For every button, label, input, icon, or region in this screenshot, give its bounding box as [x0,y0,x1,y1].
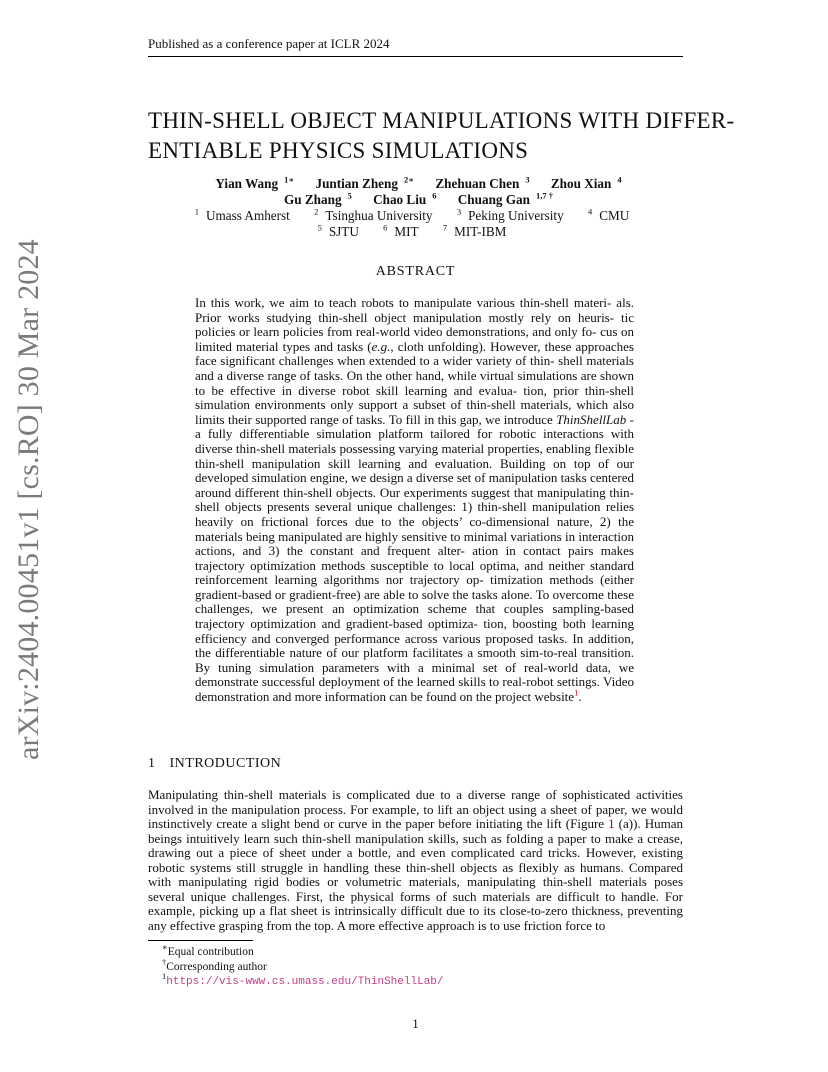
affil-mark: 6 [432,190,437,201]
footnote-mark: † [162,956,167,967]
author-name: Chao Liu [373,192,427,207]
affiliation-name: MIT-IBM [454,224,507,239]
author-name: Yian Wang [215,176,279,191]
affil-mark: 1∗ [284,174,295,185]
affil-mark: 4 [617,174,622,185]
section-title: INTRODUCTION [169,756,282,771]
affil-mark: 2∗ [403,174,415,185]
affil-mark: 4 [587,206,593,217]
author [209,176,294,191]
section-heading [148,756,683,772]
abstract-heading: ABSTRACT [375,264,456,279]
footnote-link[interactable]: 1 [574,687,579,698]
affiliation-row-1 [148,208,683,224]
affil-mark: 7 [442,222,448,233]
title-line-2: ENTIABLE PHYSICS SIMULATIONS [148,138,529,163]
abstract-text: In this work, we aim to teach robots to manipulate various thin-shell materi- als. Prior works studying thin-shell object manipulation mostly rely on heuris- tic policies or learn policies from real-world video demonstrations, and only fo- cus on limited material types and tasks ( [195,295,634,354]
footnote-mark: 1 [162,971,167,982]
footnote [162,971,683,990]
page-number: 1 [412,1016,419,1031]
intro-text: Manipulating thin-shell materials is complicated due to a diverse range of sophisticated activities involved in the manipulation process. For example, to lift an object using a sheet of paper, we would instinctively create a slight bend or curve in the paper before initiating the lift (Figure [148,787,683,832]
section-number: 1 [148,756,156,771]
affil-mark: 3 [456,206,462,217]
affiliation [457,208,571,223]
footnote [162,956,683,975]
abstract-body [195,296,634,705]
affiliation-name: SJTU [328,224,359,239]
author-row-2 [148,192,683,208]
affil-mark: 1 [194,206,199,217]
affiliation [588,208,636,223]
intro-body [148,788,683,933]
author-row-1 [148,176,683,192]
running-header: Published as a conference paper at ICLR 2024 [148,36,683,57]
affil-mark: 2 [314,206,319,217]
platform-name: ThinShellLab [556,411,627,427]
abstract-end: . [578,689,582,705]
affil-mark: 3 [525,174,530,185]
footnotes [148,940,683,990]
paper-title [148,106,735,166]
author [452,192,553,207]
footnote-rule [148,940,253,941]
author [309,176,414,191]
footnote [162,942,683,960]
author [367,192,436,207]
affil-mark: 6 [383,222,388,233]
author-name: Chuang Gan [457,192,530,207]
arxiv-identifier[interactable]: arXiv:2404.00451v1 [cs.RO] 30 Mar 2024 [12,239,45,760]
affiliation-name: MIT [394,224,419,239]
affil-mark: 5 [317,222,322,233]
affiliation [318,224,366,239]
affiliation [314,208,439,223]
affiliation [443,224,514,239]
author [278,192,352,207]
author-name: Zhehuan Chen [435,176,520,191]
affiliation-row-2 [148,224,683,240]
footnote-text: Equal contribution [167,946,254,958]
author-name: Zhou Xian [550,176,612,191]
footnote-mark: ∗ [162,942,168,953]
affiliation-name: CMU [599,208,630,223]
title-line-1: THIN-SHELL OBJECT MANIPULATIONS WITH DIFFER- [148,108,735,133]
abstract-text: - a fully differentiable simulation platform tailored for robotic interactions with diverse thin-shell materials possessing varying material properties, enabling flexible thin-shell manipulation skill learning and evaluation. Building on top of our developed simulation engine, we design a diverse set of manipulation tasks centered around different thin-shell objects. Our experiments suggest that manipulating thin-shell objects presents several unique challenges: 1) thin-shell manipulation relies heavily on frictional forces due to the objects’ co-dimensional nature, 2) the materials being manipulated are highly sensitive to minimal variations in interaction actions, and 3) the constant and frequent alter- ation in contact pairs makes trajectory optimization methods susceptible to local optima, and neither standard reinforcement learning algorithms nor trajectory op- timization methods (either gradient-based or gradient-free) are able to solve the tasks alone. To overcome these challenges, we present an optimization scheme that couples sampling-based trajectory optimization and gradient-based optimiza- tion, boosting both learning efficiency and converged performance across various proposed tasks. In addition, the differentiable nature of our platform facilitates a smooth sim-to-real transition. By tuning simulation parameters with a minimal set of real-world data, we demonstrate successful deployment of the learned skills to real-robot settings. Video demonstration and more information can be found on the project website [195,411,634,705]
affiliation [195,208,297,223]
abstract-text: cloth unfolding). However, these approaches face significant challenges when extended to a wider variety of thin- shell materials and a diverse range of tasks. On the other hand, while virtual simulations are shown to be effective in diverse robot skill learning and evalua- tion, prior thin-shell simulation environments only support a subset of thin-shell materials, which also limits their supported range of tasks. To fill in this gap, we introduce [195,338,634,427]
affiliation [383,224,425,239]
abstract-eg: e.g., [371,338,394,354]
author-name: Gu Zhang [284,192,342,207]
author-block [148,176,683,240]
author-name: Juntian Zheng [315,176,398,191]
project-url-link[interactable]: https://vis-www.cs.umass.edu/ThinShellLab/ [166,976,444,988]
affiliation-name: Peking University [468,208,564,223]
figure-link[interactable]: 1 [608,816,615,832]
affiliation-name: Tsinghua University [325,208,433,223]
intro-text: (a)). Human beings intuitively learn such thin-shell manipulation skills, such as folding a paper to make a crease, drawing out a piece of sheet under a bottle, and even complicated card tricks. However, existing robotic systems still struggle in handling these thin-shell objects as flexibly as humans. Compared with manipulating rigid bodies or volumetric materials, manipulating thin-shell materials poses several unique challenges. First, the physical forms of such materials are difficult to handle. For example, picking up a flat sheet is intrinsically difficult due to its close-to-zero thickness, preventing any effective grasping from the top. A more effective approach is to use friction force to [148,816,684,933]
author [429,176,529,191]
author [545,176,622,191]
footnote-text: Corresponding author [166,960,267,973]
affil-mark: 1,7 † [535,190,553,201]
affiliation-name: Umass Amherst [205,208,290,223]
affil-mark: 5 [347,190,352,201]
